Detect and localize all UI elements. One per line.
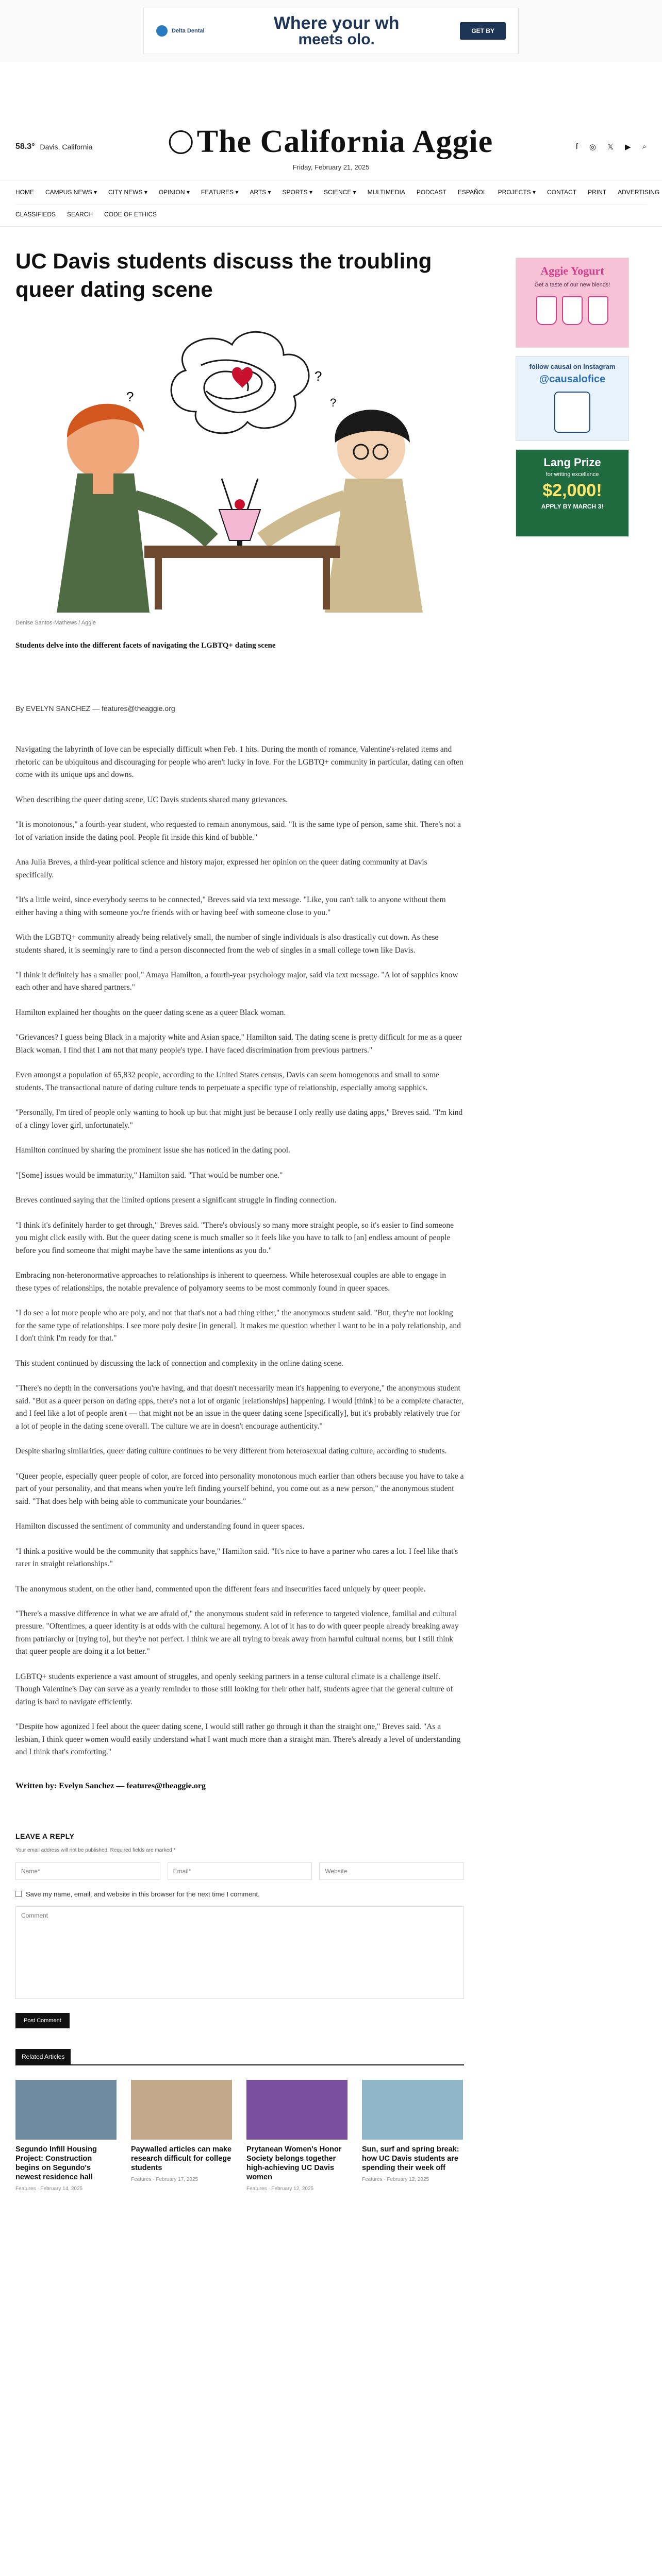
nav-item[interactable]: ARTS ▾ xyxy=(250,189,271,196)
site-logo[interactable]: The California Aggie xyxy=(169,124,493,160)
article-paragraph: "Despite how agonized I feel about the queer dating scene, I would still rather go through it than the straight one," Breves said. "As a lesbian, I think queer women would easily understand what I want much more than a straight man. There's already a level of understanding and I think that's comforting." xyxy=(15,1722,461,1757)
sidebar-ad-yogurt[interactable]: Aggie Yogurt Get a taste of our new blends! xyxy=(516,258,629,348)
nav-item[interactable]: PODCAST xyxy=(416,189,446,196)
sidebar xyxy=(516,258,647,2192)
article-paragraph: "Grievances? I guess being Black in a majority white and Asian space," Hamilton said. The dating scene is pretty difficult for me as a queer Black woman. I find that I am not that many people's type. I have faced discrimination from previous partners." xyxy=(15,1033,462,1055)
related-card[interactable] xyxy=(131,2080,232,2192)
yogurt-cups-image xyxy=(522,296,622,325)
facebook-icon[interactable]: f xyxy=(575,142,578,151)
svg-text:?: ? xyxy=(126,389,134,405)
article-paragraph: "Personally, I'm tired of people only wanting to hook up but that might just be because I only really use dating apps," Breves said. "I'm kind of a clingy lover girl, unfortunately." xyxy=(15,1108,463,1130)
reply-heading: LEAVE A REPLY xyxy=(15,1832,75,1840)
nav-row-secondary xyxy=(15,204,647,226)
nav-item[interactable]: SCIENCE ▾ xyxy=(324,189,356,196)
related-grid xyxy=(15,2080,464,2192)
article-paragraph: With the LGBTQ+ community already being relatively small, the number of single individuals is also drastically cut down. As these students shared, it is seemingly rare to find a person disconnected from the web of singles in a small college town like Davis. xyxy=(15,933,439,955)
article-paragraph: "Queer people, especially queer people of color, are forced into personality monotonous much earlier than others because you have to take a part of your personality, and that means when you're left finding yourself behind, you come out as a new person," the anonymous student said. "That does help with being able to communicate your boundaries." xyxy=(15,1471,464,1506)
related-meta: Features · February 14, 2025 xyxy=(15,2186,83,2192)
article-byline: By EVELYN SANCHEZ — features@theaggie.org xyxy=(15,704,175,713)
x-icon[interactable]: 𝕏 xyxy=(607,142,614,151)
article-paragraph: Embracing non-heteronormative approaches to relationships is inherent to queerness. While heterosexual couples are able to engage in these types of relationships, the notable prevalence of polyamory seems to be most commonly found in queer spaces. xyxy=(15,1271,446,1293)
name-field[interactable] xyxy=(15,1862,160,1880)
article-paragraph: "I think a positive would be the community that sapphics have," Hamilton said. "It's nice to have a partner who cares a lot. I feel like that's rarer in straight relationships." xyxy=(15,1547,458,1569)
article-paragraph: Hamilton continued by sharing the prominent issue she has noticed in the dating pool. xyxy=(15,1146,290,1155)
nav-item[interactable]: OPINION ▾ xyxy=(158,189,190,196)
hero-illustration-svg xyxy=(15,324,464,613)
article-dek: Students delve into the different facets of navigating the LGBTQ+ dating scene xyxy=(15,641,276,650)
sidebar-ad-instagram[interactable]: follow causal on instagram @causalofice xyxy=(516,356,629,441)
nav-item[interactable]: ADVERTISING xyxy=(618,189,660,196)
related-title[interactable]: Paywalled articles can make research difficult for college students xyxy=(131,2145,232,2173)
post-comment-button[interactable]: Post Comment xyxy=(15,2013,70,2028)
nav-secondary-item[interactable]: CLASSIFIEDS xyxy=(15,211,56,218)
top-ad[interactable] xyxy=(143,8,519,54)
main-content xyxy=(0,247,662,2192)
article-paragraph: "It is monotonous," a fourth-year student, who requested to remain anonymous, said. "It is the same type of person, same shit. There's not a lot of variation inside the dating pool. People fit inside this kind of bubble." xyxy=(15,820,461,842)
article-paragraph: "There's no depth in the conversations you're having, and that doesn't necessarily mean it's happening to everyone," the anonymous student said. "But as a queer person on dating apps, there's not a lot of organic [relationships] happening. I would [think] to be a complete character, and I feel like a lot of people aren't — that might not be an issue in the queer dating scene [specifically], but it's probably relatively true for a lot of people in the dating scene overall. The culture we are in doesn't encourage authenticity." xyxy=(15,1384,464,1431)
related-thumbnail[interactable] xyxy=(131,2080,232,2140)
article-paragraph: Hamilton explained her thoughts on the queer dating scene as a queer Black woman. xyxy=(15,1008,286,1017)
article-paragraph: "I do see a lot more people who are poly, and not that that's not a bad thing either," the anonymous student said. "But, they're not looking for the same type of relationships. I see more poly desire [in general]. It makes me question whether I want to be in a poly relationship, and I don't think I'm ready for that." xyxy=(15,1309,461,1343)
article-paragraph: Even amongst a population of 65,832 people, according to the United States census, Davis can seem homogenous and small to some students. The transactional nature of dating culture tends to perpetuate a specific type of relationship, especially among sapphics. xyxy=(15,1071,439,1092)
related-thumbnail[interactable] xyxy=(246,2080,347,2140)
nav-item[interactable]: SPORTS ▾ xyxy=(282,189,312,196)
related-thumbnail[interactable] xyxy=(15,2080,117,2140)
nav-secondary-item[interactable]: CODE OF ETHICS xyxy=(104,211,157,218)
related-articles xyxy=(15,2049,464,2192)
article-paragraph: "[Some] issues would be immaturity," Hamilton said. "That would be number one." xyxy=(15,1171,283,1180)
weather-temp: 58.3° xyxy=(15,142,35,151)
article xyxy=(15,247,464,2192)
related-meta: Features · February 17, 2025 xyxy=(131,2177,198,2183)
save-info-label: Save my name, email, and website in this browser for the next time I comment. xyxy=(26,1890,260,1898)
reply-note: Your email address will not be published. Required fields are marked * xyxy=(15,1847,176,1853)
nav-item[interactable]: MULTIMEDIA xyxy=(367,189,405,196)
related-heading: Related Articles xyxy=(15,2049,71,2064)
phone-icon xyxy=(554,392,590,433)
svg-text:?: ? xyxy=(315,368,322,384)
youtube-icon[interactable]: ▶ xyxy=(625,142,631,151)
nav-item[interactable]: CAMPUS NEWS ▾ xyxy=(45,189,97,196)
logo-seal-icon xyxy=(169,130,193,154)
nav-item[interactable]: FEATURES ▾ xyxy=(201,189,239,196)
related-card[interactable] xyxy=(15,2080,117,2192)
weather-widget xyxy=(15,142,92,151)
nav-row-primary xyxy=(15,180,660,204)
article-body xyxy=(15,743,464,1759)
save-info-checkbox[interactable] xyxy=(15,1891,22,1897)
related-meta: Features · February 12, 2025 xyxy=(246,2186,314,2192)
logo-block xyxy=(169,124,493,171)
save-info-row xyxy=(15,1890,464,1898)
related-title[interactable]: Segundo Infill Housing Project: Construction begins on Segundo's newest residence hall xyxy=(15,2145,97,2182)
nav-item[interactable]: CONTACT xyxy=(547,189,577,196)
ad-headline: Where your wh meets olo. xyxy=(273,13,400,48)
comment-form xyxy=(15,1832,464,2028)
ad-brand: Delta Dental xyxy=(156,25,213,37)
masthead xyxy=(0,113,662,180)
ad-logo-icon xyxy=(156,25,168,37)
article-paragraph: LGBTQ+ students experience a vast amount of struggles, and openly seeking partners in a tense cultural climate is a challenge itself. Though Valentine's Day can serve as a yearly reminder to those still looking for their other half, students agree that the general culture of dating is hard to navigate efficiently. xyxy=(15,1672,453,1706)
header-social-links xyxy=(576,142,647,151)
article-paragraph: "There's a massive difference in what we are afraid of," the anonymous student said in reference to targeted violence, familial and cultural pressure. "Oftentimes, a queer identity is at odds with the cultural hegemony. A lot of it has to do with queer people already breaking away from patriarchy or [trying to], but they're not perfect. I think we are all trying to break away from harmful cultural norms, but I still think that queer people are doing it a lot better." xyxy=(15,1609,459,1656)
article-paragraph: This student continued by discussing the lack of connection and complexity in the online dating scene. xyxy=(15,1359,344,1368)
article-paragraph: "I think it definitely has a smaller pool," Amaya Hamilton, a fourth-year psychology major, said via text message. "A lot of sapphics know each other and have shared partners." xyxy=(15,971,458,992)
nav-item[interactable]: HOME xyxy=(15,189,34,196)
image-caption: Denise Santos-Mathews / Aggie xyxy=(15,620,96,626)
article-paragraph: "It's a little weird, since everybody seems to be connected," Breves said via text message. "Like, you can't talk to anyone without them either having a thing with someone you're friends with or having beef with someone close to you." xyxy=(15,895,446,917)
article-paragraph: Navigating the labyrinth of love can be especially difficult when Feb. 1 hits. During the month of romance, Valentine's-related items and rhetoric can be ubiquitous and discouraging for people who aren't lucky in love. For the LGBTQ+ community in particular, dating can often come with its unique ups and downs. xyxy=(15,745,464,779)
ad-cta-button[interactable]: GET BY xyxy=(460,22,506,40)
website-field[interactable] xyxy=(319,1862,464,1880)
related-card[interactable] xyxy=(362,2080,463,2192)
nav-item[interactable]: CITY NEWS ▾ xyxy=(108,189,147,196)
nav-secondary-item[interactable]: SEARCH xyxy=(67,211,93,218)
hero-illustration xyxy=(15,324,464,613)
related-meta: Features · February 12, 2025 xyxy=(362,2177,429,2183)
svg-text:?: ? xyxy=(330,396,337,410)
masthead-date: Friday, February 21, 2025 xyxy=(292,163,370,171)
nav-item[interactable]: ESPAÑOL xyxy=(457,189,487,196)
article-paragraph: Hamilton discussed the sentiment of community and understanding found in queer spaces. xyxy=(15,1522,305,1531)
related-header xyxy=(15,2049,464,2065)
article-paragraph: "I think it's definitely harder to get through," Breves said. "There's obviously so many more straight people, so it's easier to find someone you might click easily with. But the queer dating scene is much smaller so it feels like you have to talk to [an] endless amount of people before you find someone that might maybe have the same intentions as you do." xyxy=(15,1221,454,1255)
main-nav xyxy=(0,180,662,227)
written-by: Written by: Evelyn Sanchez — features@theaggie.org xyxy=(15,1781,206,1790)
article-paragraph: When describing the queer dating scene, UC Davis students shared many grievances. xyxy=(15,795,288,804)
nav-item[interactable]: PROJECTS ▾ xyxy=(498,189,536,196)
article-title: UC Davis students discuss the troubling queer dating scene xyxy=(15,249,432,301)
weather-location: Davis, California xyxy=(40,142,93,151)
article-paragraph: The anonymous student, on the other hand, commented upon the different fears and insecurities faced uniquely by queer people. xyxy=(15,1584,426,1594)
comment-fields xyxy=(15,1862,464,1880)
article-paragraph: Ana Julia Breves, a third-year political science and history major, expressed her opinion on the queer dating community at Davis specifically. xyxy=(15,858,427,879)
related-card[interactable] xyxy=(246,2080,347,2192)
search-icon[interactable]: ⌕ xyxy=(642,142,647,151)
top-ad-banner[interactable] xyxy=(0,0,662,62)
related-title[interactable]: Prytanean Women's Honor Society belongs together high-achieving UC Davis women xyxy=(246,2145,342,2182)
nav-item[interactable]: PRINT xyxy=(588,189,607,196)
comment-textarea[interactable] xyxy=(15,1906,464,1999)
article-paragraph: Despite sharing similarities, queer dating culture continues to be very different from heterosexual dating culture, according to students. xyxy=(15,1447,447,1456)
instagram-icon[interactable]: ◎ xyxy=(589,142,596,151)
related-title[interactable]: Sun, surf and spring break: how UC Davis students are spending their week off xyxy=(362,2145,459,2173)
email-field[interactable] xyxy=(168,1862,312,1880)
related-thumbnail[interactable] xyxy=(362,2080,463,2140)
article-paragraph: Breves continued saying that the limited options present a significant struggle in finding connection. xyxy=(15,1196,337,1205)
sidebar-ad-lang-prize[interactable]: Lang Prize for writing excellence $2,000! APPLY BY MARCH 3! xyxy=(516,449,629,537)
